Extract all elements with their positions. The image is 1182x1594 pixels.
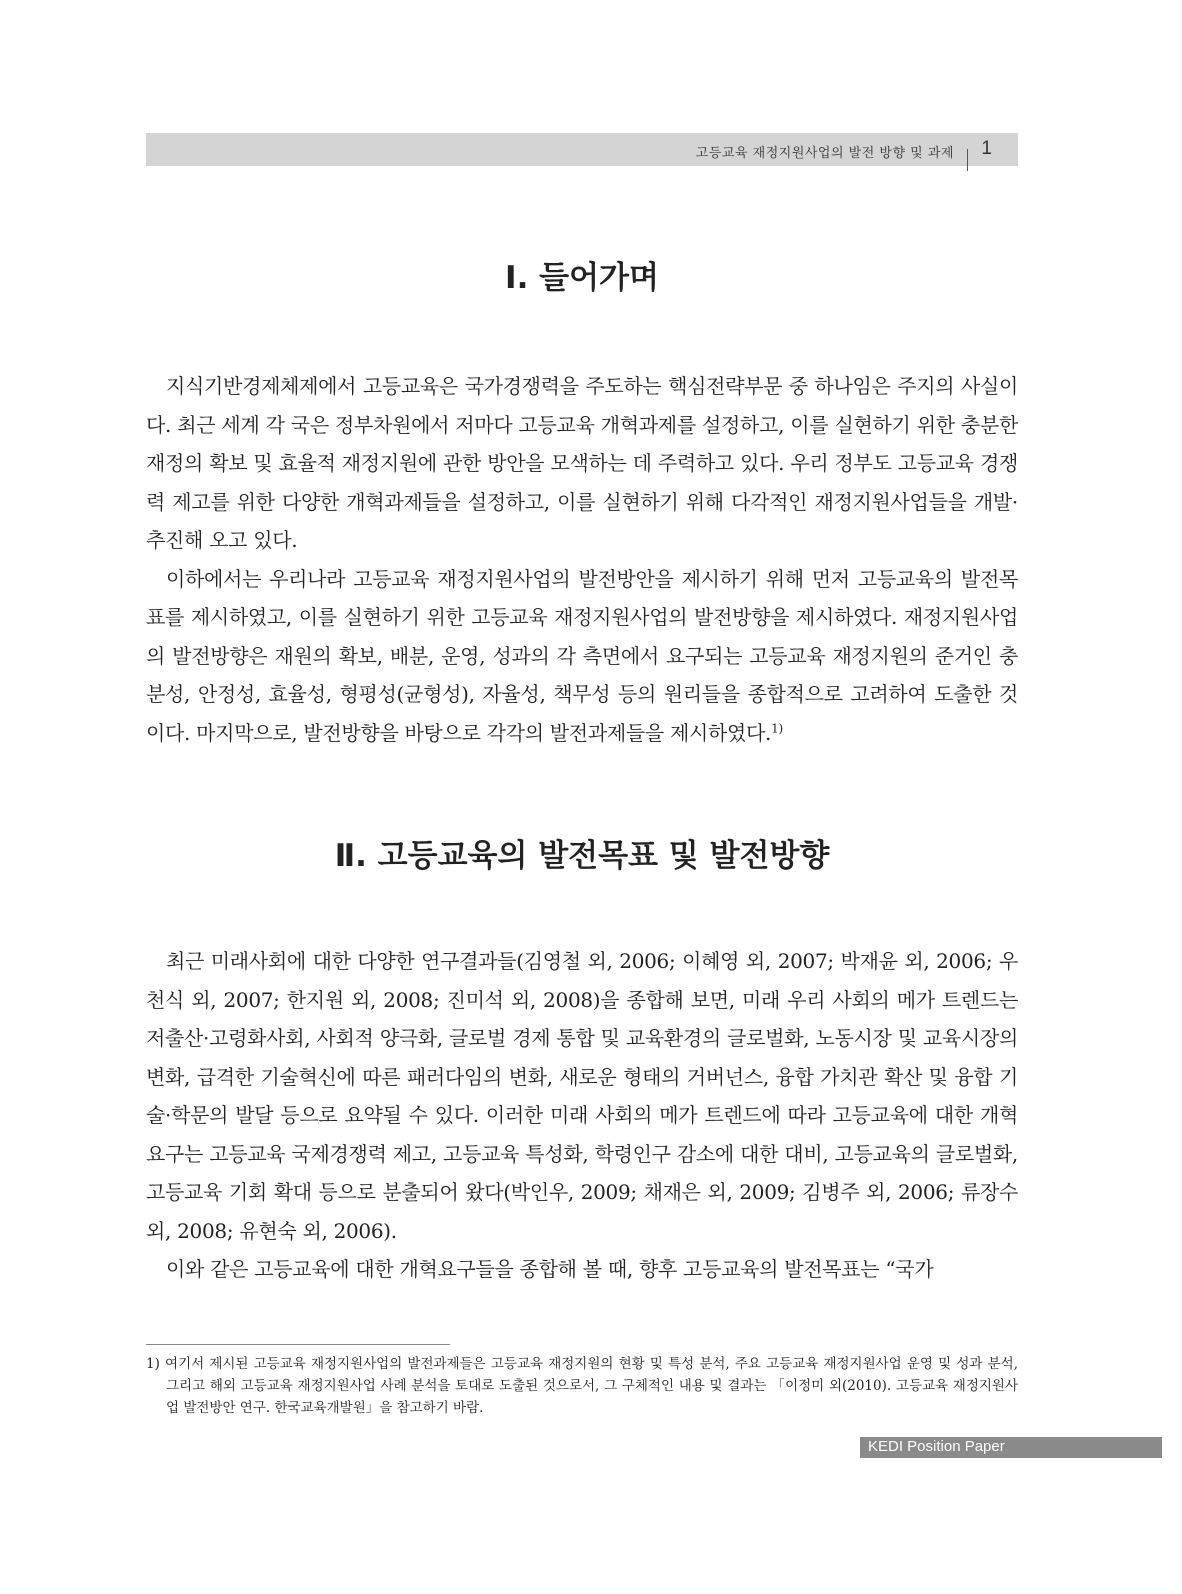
running-header-title: 고등교육 재정지원사업의 발전 방향 및 과제 — [695, 146, 954, 161]
paragraph: 이와 같은 고등교육에 대한 개혁요구들을 종합해 볼 때, 향후 고등교육의 발전목표는 “국가 — [166, 1257, 934, 1281]
section-heading-2: Ⅱ. 고등교육의 발전목표 및 발전방향 — [334, 838, 830, 874]
section-heading-1: Ⅰ. 들어가며 — [505, 260, 659, 296]
section-1-body — [146, 367, 1018, 752]
footer-badge — [860, 1437, 1162, 1458]
paragraph: 지식기반경제체제에서 고등교육은 국가경쟁력을 주도하는 핵심전략부문 중 하나임은 주지의 사실이다. 최근 세계 각 국은 정부차원에서 저마다 고등교육 개혁과제를 설정하고, 이를 실현하기 위한 충분한 재정의 확보 및 효율적 재정지원에 관한 방안을 모색하는 데 주력하고 있다. 우리 정부도 고등교육 경쟁력 제고를 위한 다양한 개혁과제들을 설정하고, 이를 실현하기 위해 다각적인 재정지원사업들을 개발·추진해 오고 있다. — [146, 374, 1018, 552]
footnote-divider — [146, 1344, 450, 1345]
page-number: 1 — [981, 138, 992, 159]
paragraph-text: 이하에서는 우리나라 고등교육 재정지원사업의 발전방안을 제시하기 위해 먼저 고등교육의 발전목표를 제시하였고, 이를 실현하기 위한 고등교육 재정지원사업의 발전방향을 제시하였다. 재정지원사업의 발전방향은 재원의 확보, 배분, 운영, 성과의 각 측면에서 요구되는 고등교육 재정지원의 준거인 충분성, 안정성, 효율성, 형평성(균형성), 자율성, 책무성 등의 원리들을 종합적으로 고려하여 도출한 것이다. 마지막으로, 발전방향을 바탕으로 각각의 발전과제들을 제시하였다. — [146, 566, 1018, 745]
running-header — [146, 133, 1018, 166]
paragraph — [146, 560, 1018, 753]
footnote-reference[interactable]: 1) — [771, 720, 783, 735]
paragraph: 최근 미래사회에 대한 다양한 연구결과들(김영철 외, 2006; 이혜영 외, 2007; 박재윤 외, 2006; 우천식 외, 2007; 한지원 외, 2008; 진미석 외, 2008)을 종합해 보면, 미래 우리 사회의 메가 트렌드는 저출산·고령화사회, 사회적 양극화, 글로벌 경제 통합 및 교육환경의 글로벌화, 노동시장 및 교육시장의 변화, 급격한 기술혁신에 따른 패러다임의 변화, 새로운 형태의 거버넌스, 융합 가치관 확산 및 융합 기술·학문의 발달 등으로 요약될 수 있다. 이러한 미래 사회의 메가 트렌드에 따라 고등교육에 대한 개혁요구는 고등교육 국제경쟁력 제고, 고등교육 특성화, 학령인구 감소에 대한 대비, 고등교육의 글로벌화, 고등교육 기회 확대 등으로 분출되어 왔다(박인우, 2009; 채재은 외, 2009; 김병주 외, 2006; 류장수 외, 2008; 유현숙 외, 2006). — [146, 949, 1018, 1243]
footer-label: KEDI Position Paper — [868, 1438, 1005, 1455]
section-2-body — [146, 942, 1018, 1289]
header-divider — [967, 149, 968, 171]
footnote: 1) 여기서 제시된 고등교육 재정지원사업의 발전과제들은 고등교육 재정지원의 현황 및 특성 분석, 주요 고등교육 재정지원사업 운영 및 성과 분석, 그리고 해외 고등교육 재정지원사업 사례 분석을 토대로 도출된 것으로서, 그 구체적인 내용 및 결과는 「이정미 외(2010). 고등교육 재정지원사업 발전방안 연구. 한국교육개발원」을 참고하기 바람. — [146, 1356, 1018, 1416]
